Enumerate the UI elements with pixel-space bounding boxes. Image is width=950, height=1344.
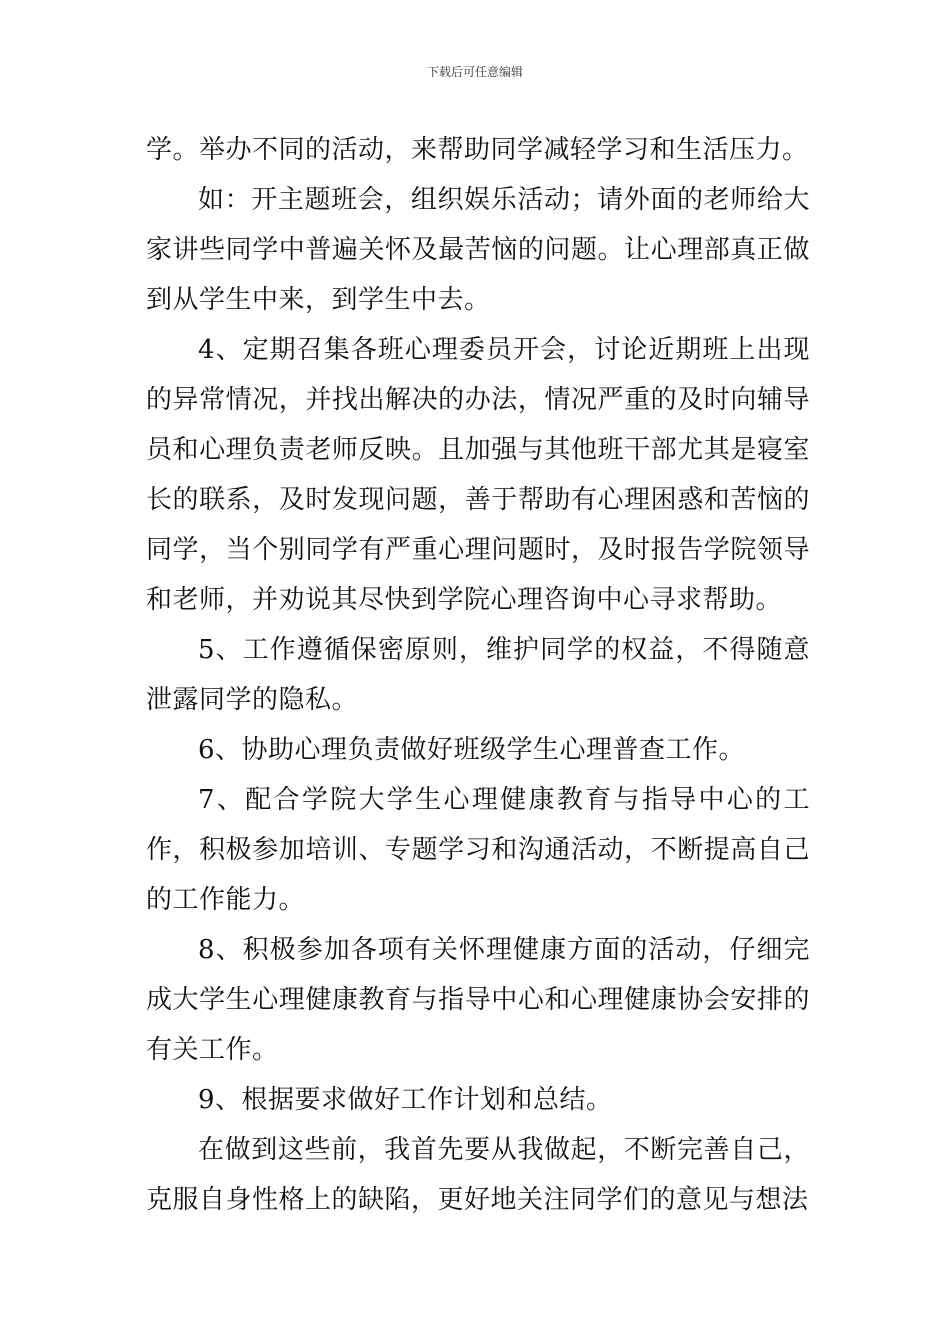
paragraph: 4、定期召集各班心理委员开会，讨论近期班上出现的异常情况，并找出解决的办法，情况严重的及时向辅导员和心理负责老师反映。且加强与其他班干部尤其是寝室长的联系，及时发现问题，善于帮助有心理困惑和苦恼的同学，当个别同学有严重心理问题时，及时报告学院领导和老师，并劝说其尽快到学院心理咨询中心寻求帮助。	[146, 335, 810, 615]
paragraph: 学。举办不同的活动，来帮助同学减轻学习和生活压力。	[146, 135, 809, 165]
paragraph: 如：开主题班会，组织娱乐活动；请外面的老师给大家讲些同学中普遍关怀及最苦恼的问题。让心理部真正做到从学生中来，到学生中去。	[146, 185, 810, 315]
paragraph: 5、工作遵循保密原则，维护同学的权益，不得随意泄露同学的隐私。	[146, 635, 810, 715]
paragraph: 8、积极参加各项有关怀理健康方面的活动，仔细完成大学生心理健康教育与指导中心和心理健康协会安排的有关工作。	[146, 935, 810, 1065]
paragraph: 6、协助心理负责做好班级学生心理普查工作。	[198, 735, 746, 765]
paragraph: 7、配合学院大学生心理健康教育与指导中心的工作，积极参加培训、专题学习和沟通活动，不断提高自己的工作能力。	[146, 785, 810, 915]
document-body	[146, 125, 810, 1225]
paragraph: 9、根据要求做好工作计划和总结。	[198, 1085, 613, 1115]
page-header: 下载后可任意编辑	[426, 65, 523, 79]
paragraph: 在做到这些前，我首先要从我做起，不断完善自己，克服自身性格上的缺陷，更好地关注同学们的意见与想法	[146, 1135, 810, 1215]
